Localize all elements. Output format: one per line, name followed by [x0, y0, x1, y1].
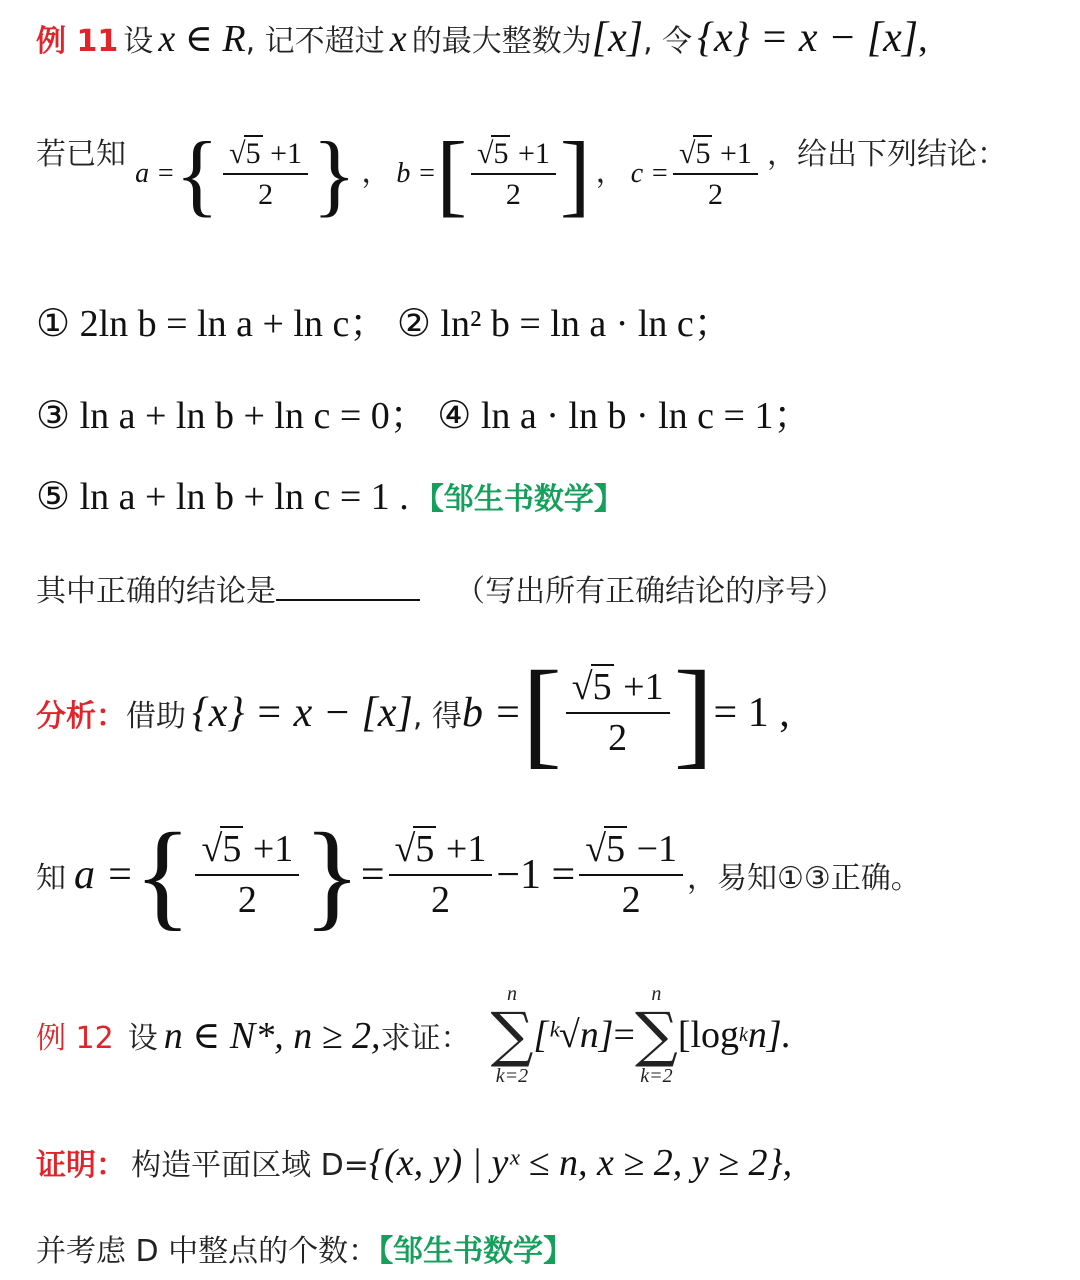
math-fractional-part-def: {x} = x − [x] [697, 15, 919, 61]
left-bracket: [ [436, 123, 467, 225]
left-brace: { [133, 808, 192, 941]
left-brace: { [175, 123, 220, 225]
last-line [36, 1226, 1080, 1270]
question-line [36, 566, 1080, 610]
sqrt-radicand: 5 [222, 828, 242, 871]
example-11-label: 例 11 [36, 24, 119, 59]
conclusion-4: ④ ln a · ln b · ln c = 1； [437, 395, 812, 437]
separator: ， [361, 155, 392, 190]
text: , 记不超过 [245, 24, 385, 59]
example-11-given-line [36, 123, 1080, 238]
fraction: $\frac{√5 +1}{2}$ [195, 826, 299, 923]
sigma-symbol: ∑ [490, 1000, 534, 1070]
denominator: 2 [237, 879, 257, 922]
minus-one: −1 [627, 828, 678, 871]
analysis-line1 [36, 648, 1080, 778]
left-bracket: [ [521, 646, 562, 779]
example-11-statement-line1 [36, 14, 1080, 62]
sum-upper-limit: n [506, 983, 517, 1005]
denominator: 2 [608, 717, 628, 760]
fraction: $\frac{√5 -1}{2}$ [579, 826, 683, 923]
nth-root-floor: [ᵏ√n] [533, 1014, 614, 1056]
proof-line [36, 1140, 1080, 1185]
plus-one: +1 [712, 136, 752, 170]
a-definition [131, 123, 357, 225]
sqrt-radicand: 5 [493, 136, 509, 170]
conclusion-5-line [36, 474, 1080, 519]
math-equals-one: = 1 , [713, 690, 790, 736]
answer-blank[interactable] [276, 573, 420, 601]
analysis-line2 [36, 810, 1080, 940]
conclusions-3-4 [36, 384, 1080, 439]
fraction: $\frac{√5 +1}{2}$ [566, 664, 670, 761]
text: 的最大整数为 [411, 24, 592, 59]
fraction: $\frac{√5 +1}{2}$ [471, 135, 556, 214]
log-floor-end: n]. [747, 1014, 792, 1056]
text: 求证： [380, 1021, 471, 1056]
c-definition [631, 135, 762, 214]
conclusions-1-2 [36, 292, 1080, 347]
question-text: 其中正确的结论是 [36, 574, 276, 609]
math-floor-x: [x] [591, 15, 644, 61]
fraction: $\frac{√5 +1}{2}$ [389, 826, 493, 923]
right-brace: } [303, 808, 361, 941]
log-base: k [739, 1023, 748, 1046]
equals: = [613, 1014, 635, 1056]
math-a-eq: a = [74, 852, 134, 898]
example-12-statement [36, 980, 1080, 1090]
watermark-label: 【邹生书数学】 [378, 1234, 574, 1269]
math-b-eq: b = [461, 690, 522, 736]
sqrt-radicand: 5 [606, 828, 626, 871]
math-x: x [389, 18, 407, 60]
text: , 令 [643, 24, 693, 59]
b-definition [396, 123, 591, 225]
text: 并考虑 D 中整点的个数： [36, 1234, 379, 1269]
text: ，给出下列结论： [767, 137, 1007, 172]
question-note: （写出所有正确结论的序号） [455, 574, 846, 609]
right-bracket: ] [559, 123, 591, 225]
math-fractional-part-def: {x} = x − [x] [192, 690, 413, 736]
denominator: 2 [258, 178, 274, 212]
plus-one: +1 [436, 828, 487, 871]
log-floor-start: [log [677, 1014, 740, 1056]
separator: ， [595, 155, 626, 190]
comma: , [918, 18, 928, 60]
text: 知 [36, 861, 66, 896]
equals: = [360, 852, 385, 898]
math-set-D: {(x, y) | yˣ ≤ n, x ≥ 2, y ≥ 2}, [368, 1142, 793, 1184]
denominator: 2 [430, 879, 450, 922]
math-b-eq: b = [396, 158, 437, 189]
denominator: 2 [621, 879, 641, 922]
sqrt-radicand: 5 [695, 136, 711, 170]
text: 设 [127, 1021, 158, 1056]
denominator: 2 [707, 178, 723, 212]
proof-label: 证明： [36, 1148, 126, 1183]
summation-right [635, 983, 678, 1087]
minus-one-equals: −1 = [496, 852, 576, 898]
plus-one: +1 [243, 828, 294, 871]
summation-left [491, 983, 534, 1087]
text: 设 [123, 24, 154, 59]
sigma-symbol: ∑ [634, 1000, 678, 1070]
analysis-label: 分析： [36, 699, 126, 734]
math-c-eq: c = [630, 158, 670, 189]
sum-upper-limit: n [651, 983, 662, 1005]
denominator: 2 [505, 178, 521, 212]
sqrt-radicand: 5 [245, 136, 261, 170]
text: 若已知 [36, 137, 126, 172]
fraction: $\frac{√5 +1}{2}$ [673, 135, 758, 214]
plus-one: +1 [510, 136, 550, 170]
plus-one: +1 [613, 666, 664, 709]
conclusion-1: ① 2ln b = ln a + ln c； [36, 303, 388, 345]
math-a-eq: a = [135, 158, 175, 189]
sum-lower-limit: k=2 [640, 1065, 673, 1087]
conclusion-5: ⑤ ln a + ln b + ln c = 1 . [36, 476, 409, 518]
sqrt-radicand: 5 [415, 828, 435, 871]
fraction: $\frac{√5 +1}{2}$ [223, 135, 308, 214]
math-x-in-R: x ∈ R [158, 18, 246, 60]
text: 借助 [126, 699, 186, 734]
proof-text: 构造平面区域 D= [131, 1148, 369, 1183]
plus-one: +1 [262, 136, 303, 170]
text: , 得 [412, 699, 462, 734]
example-12-label: 例 12 [36, 1021, 114, 1056]
sqrt-radicand: 5 [592, 666, 612, 709]
conclusion-2: ② ln² b = ln a · ln c； [396, 303, 732, 345]
watermark-label: 【邹生书数学】 [413, 482, 624, 517]
right-brace: } [312, 123, 357, 225]
analysis-conclusion: ，易知①③正确。 [687, 861, 921, 896]
math-condition: n ∈ N*, n ≥ 2, [163, 1014, 381, 1057]
right-bracket: ] [673, 646, 714, 779]
conclusion-3: ③ ln a + ln b + ln c = 0； [36, 395, 428, 437]
sum-lower-limit: k=2 [495, 1065, 529, 1087]
